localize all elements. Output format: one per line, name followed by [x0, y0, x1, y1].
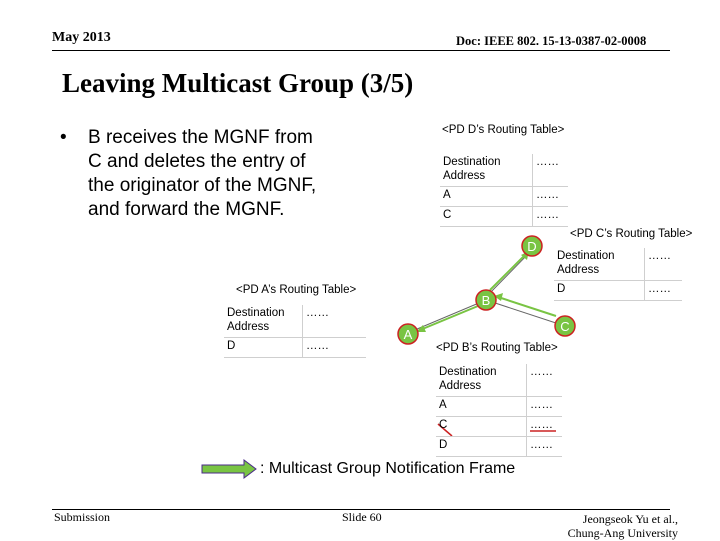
- footer-submission: Submission: [54, 510, 111, 524]
- table-row: [440, 154, 568, 187]
- table-row: [440, 207, 568, 227]
- table-c-caption: <PD C’s Routing Table>: [570, 228, 693, 240]
- table-b-caption: <PD B’s Routing Table>: [436, 342, 558, 354]
- table-row: [554, 281, 682, 301]
- node-c-label: C: [560, 319, 570, 334]
- table-cell: ……: [303, 338, 367, 358]
- table-cell: D: [224, 338, 303, 358]
- bullet-text: B receives the MGNF from C and deletes the entry of the originator of the MGNF, and forward the MGNF.: [88, 127, 317, 220]
- table-row: [224, 305, 366, 338]
- footer-slide-number: Slide 60: [342, 510, 382, 524]
- node-c: [555, 316, 575, 336]
- mgnf-arrow-b-to-d: [490, 251, 529, 290]
- node-d-label: D: [527, 239, 537, 254]
- table-row: [436, 364, 562, 397]
- table-row: [440, 187, 568, 207]
- legend-arrow-icon: [202, 460, 256, 478]
- table-a: [224, 305, 366, 358]
- slide-title: Leaving Multicast Group (3/5): [62, 68, 414, 98]
- node-a: [398, 324, 418, 344]
- table-cell: D: [554, 281, 645, 301]
- table-c: [554, 248, 682, 301]
- table-b-header-dest: Destination Address: [436, 364, 527, 397]
- header-doc: Doc: IEEE 802. 15-13-0387-02-0008: [456, 34, 647, 48]
- table-row: [436, 437, 562, 457]
- table-c-header-more: ……: [645, 248, 683, 281]
- link-b-c: [486, 300, 562, 325]
- table-row: [436, 397, 562, 417]
- footer-author: Jeongseok Yu et al.,: [582, 512, 678, 526]
- table-a-header-dest: Destination Address: [224, 305, 303, 338]
- table-cell-deleted: C: [436, 417, 527, 437]
- table-cell: C: [440, 207, 533, 227]
- legend-text: : Multicast Group Notification Frame: [260, 460, 516, 477]
- table-cell-deleted: ……: [527, 417, 563, 437]
- table-a-header-more: ……: [303, 305, 367, 338]
- table-cell: ……: [527, 397, 563, 417]
- table-c-header-dest: Destination Address: [554, 248, 645, 281]
- table-cell: D: [436, 437, 527, 457]
- table-d-caption: <PD D’s Routing Table>: [442, 124, 565, 136]
- table-row: [436, 417, 562, 437]
- table-a-caption: <PD A’s Routing Table>: [236, 284, 357, 296]
- table-b-header-more: ……: [527, 364, 563, 397]
- table-d-header-more: ……: [533, 154, 569, 187]
- table-d-header-dest: Destination Address: [440, 154, 533, 187]
- header-date: May 2013: [52, 30, 111, 45]
- table-cell: ……: [533, 187, 569, 207]
- table-cell: A: [436, 397, 527, 417]
- table-cell: ……: [527, 437, 563, 457]
- table-cell: A: [440, 187, 533, 207]
- mgnf-arrow-b-to-a: [416, 306, 478, 332]
- table-cell: ……: [533, 207, 569, 227]
- node-d: [522, 236, 542, 256]
- table-b: [436, 364, 562, 457]
- table-row: [224, 338, 366, 358]
- table-cell: ……: [645, 281, 683, 301]
- node-a-label: A: [403, 327, 413, 342]
- node-b: [476, 290, 496, 310]
- footer-affiliation: Chung-Ang University: [567, 526, 678, 540]
- table-row: [554, 248, 682, 281]
- node-b-label: B: [481, 293, 491, 308]
- table-d: [440, 154, 568, 227]
- bullet-marker: •: [60, 127, 67, 148]
